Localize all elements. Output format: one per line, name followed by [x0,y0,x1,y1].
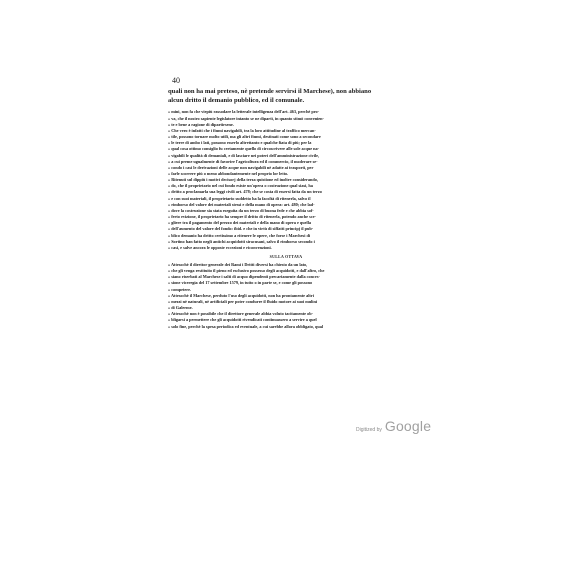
text-line: » dritto a proclamarla sua leggi civili art. 478; che se costa di essersi fatta da un terzo [168,189,322,195]
text-line: » do, che il proprietario nel cui fondo esiste un'opera o costruzione qual siasi, ha [168,183,313,189]
section-title: SULLA OTTAVA [269,255,303,259]
text-line: » le terre di ambo i lati, possono esserlo altrettanto e qualche fiata di più; per la [168,140,312,146]
paragraph-1 [168,109,404,251]
text-line: » a cui preme ugualmente di favorire l'agricoltura ed il commercio, il moderare se- [168,158,318,164]
text-line: » rimborso del valore dei materiali stessi e della mano di opera: art. 480; che lad- [168,201,315,207]
page-content [168,76,404,330]
text-line: » solo fine, perchè la spesa periodica ed eventuale, a cui sarebbe allora obbligato, qual [168,323,324,329]
text-line: » vigabili le qualità di demaniali, e di lasciare nei poteri dell'amministrazione civile, [168,152,320,158]
lead-line-1: quali non ha mai preteso, nè pretende servirsi il Marchese), non abbiano [168,88,372,95]
text-line: » tile, possono tornare molto utili, ma gli altri fiumi, destinati come sono a secondare [168,134,321,140]
text-line: » Attesochè il Marchese, perduto l'uso degli acquidotti, non ha prontamente altri [168,292,314,298]
text-line: » e con suoi materiali, il proprietario suddetto ha la facoltà di ritenerla, salvo il [168,195,311,201]
text-line: » blico demanio ha dritto certissimo a ritenere le opere, che forse i Marchesi di [168,232,310,238]
text-line: » sione viceregia del 17 settembre 1579, in tutto o in parte se, e come gli possono [168,280,313,286]
text-line: » siano riserbati al Marchese i salti di acquo dipendenti precariamente dalla conces- [168,274,320,280]
digitized-by-google-watermark [356,418,431,434]
text-line: » competere. [168,286,192,292]
text-line: » mezzi nè naturali, nè artificiali per poter condurre il fluido motore ai suoi mulini [168,298,318,304]
text-line: » che gli venga restituito il pieno ed esclusivo possesso degli acquidotti, e dall'altro, che [168,268,325,274]
text-line: » dell'aumento del valore del fondo: ibid. e che in virtù di siffatti principj il pub- [168,226,314,232]
text-line: » Ritenuti sul dippiù i motivi decisorj della terza quistione ed inoltre considerando, [168,177,318,183]
text-line: » qual cosa ottimo consiglio fu certamente quello di circoscrivere alle sole acque na- [168,146,320,152]
page-number: 40 [172,76,180,85]
text-line: » condo i casi le derivazioni delle acque non navigabili nè adatte ai trasporti, per [168,164,314,170]
digitized-by-label: Digitized by [356,427,382,433]
text-line: » bligarsi a permettere che gli acquidotti rivendicati continuassero a servire a quel [168,317,317,323]
text-line: » dove la costruzione sia stata eseguita da un terzo di buona fede e che abbia sof- [168,207,314,213]
text-line: » casi, e salve ancora le opposte eccezioni e riconvenzioni. [168,244,272,250]
lead-line-2: alcun dritto il demanio pubblico, ed il comunale. [168,97,305,105]
text-line: » ferto evizione, il proprietario ha sempre il dritto di ritenerla, potendo anche sce- [168,214,316,220]
text-line: » gliere tra il pagamento del prezzo dei materiali e della mano di opera e quella [168,220,312,226]
text-line: » Sortino han fatto negli antichi acquidotti siracusani, salvo il rimborso secondo i [168,238,315,244]
text-line: » Attesochè il direttor generale dei Rami i Dritti diversi ha chiesto da un lato, [168,262,308,267]
text-line: » Che vero è infatti che i fiumi navigabili, tra la loro attitudine al traffico mercan- [168,127,316,133]
text-line: » va, che il nostro sapiente legislatore intanto se ne dipartì, in quanto stimò convenien- [168,115,324,121]
text-line: » mini, non fa che viepiù rassodare la letterale intelligenza dell'art. 463, perchè pro- [168,109,320,115]
text-line: » te e bene a ragione di dipartirsene. [168,121,234,127]
text-line: » di Galerme. [168,305,193,311]
text-line: » farle scorrere più o meno abbondantemente nel proprio lor letto. [168,170,289,176]
google-logo: Google [384,418,432,434]
text-line: » Attesochè non è possibile che il direttore generale abbia voluto tacitamente ob- [168,311,314,317]
paragraph-2 [168,262,404,330]
